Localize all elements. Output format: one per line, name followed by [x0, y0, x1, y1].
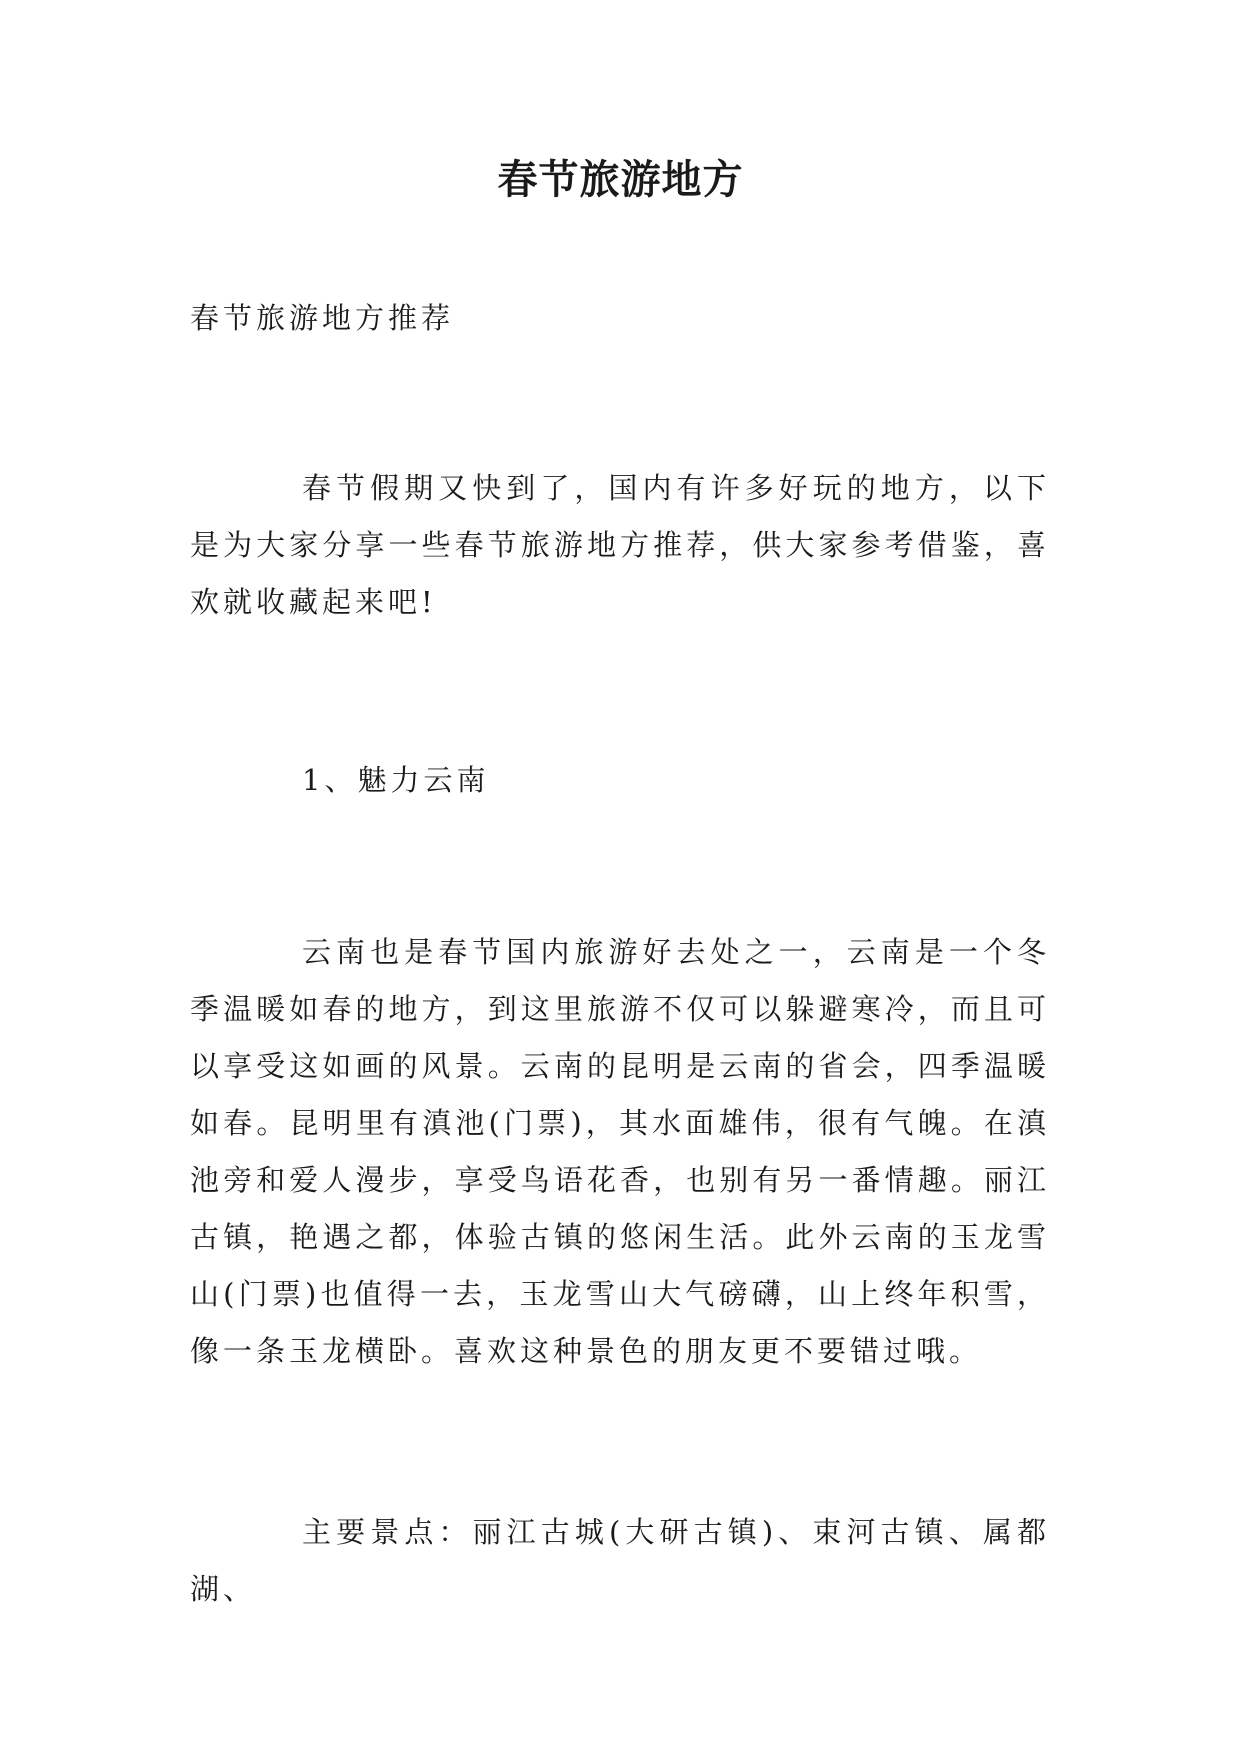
intro-paragraph: 春节假期又快到了，国内有许多好玩的地方，以下是为大家分享一些春节旅游地方推荐，供大家参考借鉴，喜欢就收藏起来吧! [190, 471, 1050, 619]
document-subtitle: 春节旅游地方推荐 [190, 301, 455, 335]
document-title: 春节旅游地方 [497, 156, 744, 203]
section-body-paragraph: 云南也是春节国内旅游好去处之一，云南是一个冬季温暖如春的地方，到这里旅游不仅可以躲避寒冷，而且可以享受这如画的风景。云南的昆明是云南的省会，四季温暖如春。昆明里有滇池(门票)，其水面雄伟，很有气魄。在滇池旁和爱人漫步，享受鸟语花香，也别有另一番情趣。丽江古镇，艳遇之都，体验古镇的悠闲生活。此外云南的玉龙雪山(门票)也值得一去，玉龙雪山大气磅礴，山上终年积雪，像一条玉龙横卧。喜欢这种景色的朋友更不要错过哦。 [190, 935, 1050, 1368]
main-spots-paragraph: 主要景点：丽江古城(大研古镇)、束河古镇、属都湖、 [190, 1515, 1050, 1606]
section-heading: 1、魅力云南 [302, 763, 490, 797]
